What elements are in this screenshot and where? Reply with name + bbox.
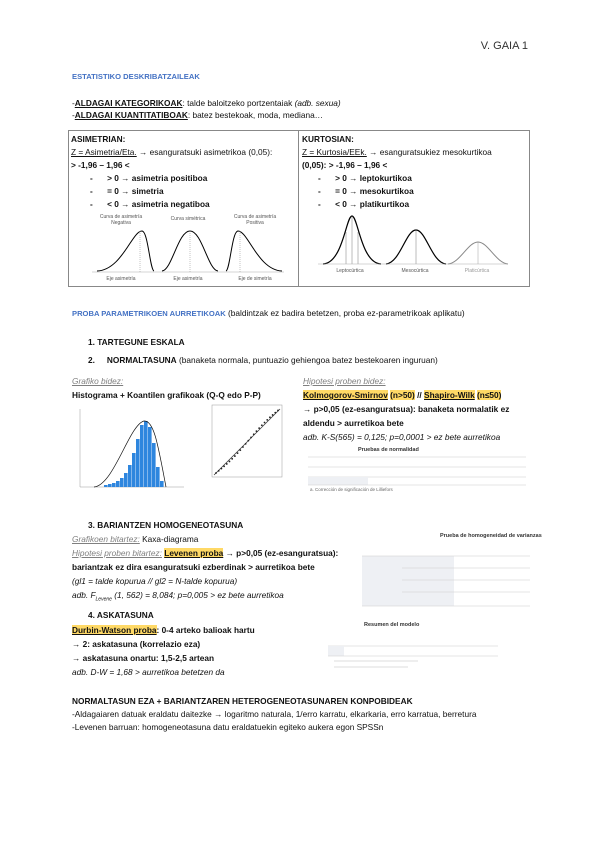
histogram-bar xyxy=(124,473,128,487)
kurtosis-label-lepto: Leptocúrtica xyxy=(336,268,364,274)
sw-n: (n≤50) xyxy=(477,390,502,400)
qq-plot-figure xyxy=(204,403,284,483)
asymmetry-range: > -1,96 – 1,96 < xyxy=(71,160,130,170)
asymmetry-formula xyxy=(71,147,272,158)
ks-n: (n>50) xyxy=(390,390,415,400)
qq-point xyxy=(242,446,244,448)
histogram-bar xyxy=(156,467,160,487)
item-4-example: adb. D-W = 1,68 > aurretikoa betetzen da xyxy=(72,667,225,677)
asymmetry-formula-rest: → esanguratsuki asimetrikoa (0,05): xyxy=(136,147,273,157)
qq-point xyxy=(239,449,241,451)
item-4-title: 4. ASKATASUNA xyxy=(88,610,154,620)
qq-point xyxy=(261,424,263,426)
kurtosis-label-platy: Platicúrtica xyxy=(464,268,490,274)
kurtosis-item-1: - > 0 → leptokurtikoa xyxy=(318,173,412,183)
histogram-figure xyxy=(74,405,186,495)
histogram-bar xyxy=(160,481,164,487)
qq-point xyxy=(215,472,217,474)
asymmetry-formula-term: Z = Asimetria/Eta. xyxy=(71,147,137,157)
histogram-bar xyxy=(116,481,120,487)
page-number: V. GAIA 1 xyxy=(480,40,528,52)
lt-row-header xyxy=(362,556,402,606)
kurtosis-item-3-text: < 0 → platikurtikoa xyxy=(335,199,410,209)
curve-label-negative: Curva de asimetría Negativa xyxy=(99,214,143,226)
item-3-graphic-line xyxy=(72,534,198,545)
histogram-bar xyxy=(152,443,156,487)
histogram-bar xyxy=(108,484,112,487)
hypothesis-label: Hipotesi proben bidez: xyxy=(303,376,386,386)
histogram-bar xyxy=(132,453,136,487)
qq-point xyxy=(277,410,279,412)
item-3-example-start: adb. F xyxy=(72,590,96,600)
qq-point xyxy=(229,461,231,463)
qq-point xyxy=(266,419,268,421)
qq-point xyxy=(274,412,276,414)
qq-point xyxy=(269,416,271,418)
item-4-line-3: → askatasuna onartu: 1,5-2,5 artean xyxy=(72,653,215,663)
kurtosis-item-1-text: > 0 → leptokurtikoa xyxy=(335,173,412,183)
qq-point xyxy=(218,470,220,472)
qq-point xyxy=(245,443,247,445)
model-summary-table xyxy=(328,632,498,672)
histogram-bar xyxy=(148,427,152,487)
item-2-desc: (banaketa normala, puntuazio gehiengoa batez bestekoaren inguruan) xyxy=(176,355,438,365)
item-2-line xyxy=(88,355,438,366)
section-title-descriptive: ESTATISTIKO DESKRIBATZAILEAK xyxy=(72,72,200,81)
durbin-watson-test: Durbin-Watson proba xyxy=(72,625,157,635)
kurtosis-item-2: - = 0 → mesokurtikoa xyxy=(318,186,414,196)
qq-point xyxy=(231,458,233,460)
item-3-hypothesis-line xyxy=(72,548,338,559)
qq-reference-line xyxy=(214,409,280,475)
item-2-num: 2. xyxy=(88,355,95,365)
qq-point xyxy=(223,465,225,467)
lt-row-subheader xyxy=(402,556,454,606)
kurtosis-curves-figure xyxy=(318,212,508,272)
curve-label-symmetric: Curva simétrica xyxy=(170,216,206,222)
levene-table-title: Prueba de homogeneidad de varianzas xyxy=(440,533,542,539)
kurtosis-title: KURTOSIAN: xyxy=(302,134,354,144)
normality-table-note: a. Corrección de significación de Lilliefors xyxy=(310,487,393,492)
qq-point xyxy=(234,455,236,457)
kurtosis-formula-term: Z = Kurtosia/EEk. xyxy=(302,147,367,157)
qq-point xyxy=(226,463,228,465)
graphic-label: Grafiko bidez: xyxy=(72,376,124,386)
quantitative-term: ALDAGAI KUANTITATIBOAK xyxy=(74,110,188,120)
histogram-bar xyxy=(104,485,108,487)
nt-row-header xyxy=(308,477,368,485)
categorical-example: (adb. sexua) xyxy=(294,98,341,108)
normality-tests-line xyxy=(303,390,501,401)
histogram-bar xyxy=(128,465,132,487)
kurtosis-label-meso: Mesocúrtica xyxy=(401,268,429,274)
section-parametric-header xyxy=(72,308,465,319)
quantitative-text: : batez bestekoak, moda, mediana… xyxy=(187,110,323,120)
axis-label-2: Eje asimetría xyxy=(173,276,203,282)
histogram-bar xyxy=(136,439,140,487)
asymmetry-item-1-text: > 0 → asimetria positiboa xyxy=(107,173,208,183)
item-3-graphic-text: Kaxa-diagrama xyxy=(139,534,199,544)
sw-test: Shapiro-Wilk xyxy=(424,390,475,400)
asymmetry-item-1: - > 0 → asimetria positiboa xyxy=(90,173,208,183)
normality-rule-2: aldendu > aurretikoa bete xyxy=(303,418,404,428)
histogram-bar xyxy=(112,483,116,487)
ks-test: Kolmogorov-Smirnov xyxy=(303,390,388,400)
kurtosis-range: (0,05): > -1,96 – 1,96 < xyxy=(302,160,388,170)
qq-point xyxy=(258,427,260,429)
axis-label-1: Eje asimetría xyxy=(106,276,136,282)
item-3-title: 3. BARIANTZEN HOMOGENEOTASUNA xyxy=(88,520,244,530)
item-3-example-sub: Levene xyxy=(95,596,112,603)
positive-skew-curve xyxy=(226,231,282,271)
kurtosis-formula xyxy=(302,147,492,158)
item-3-hypothesis-rest: → p>0,05 (ez-esanguratsua): xyxy=(223,548,339,558)
item-1-title: 1. TARTEGUNE ESKALA xyxy=(88,337,185,347)
histogram-bar xyxy=(140,425,144,487)
kurtosis-item-2-text: = 0 → mesokurtikoa xyxy=(335,186,414,196)
remedies-title: NORMALTASUN EZA + BARIANTZAREN HETEROGENEOTASUNAREN KONPOBIDEAK xyxy=(72,696,413,706)
normality-rule-1: → p>0,05 (ez-esanguratsua): banaketa normalatik ez xyxy=(303,404,510,414)
ms-row-header xyxy=(328,646,344,656)
qq-point xyxy=(264,422,266,424)
item-3-df-note: (gl1 = talde kopurua // gl2 = N-talde kopurua) xyxy=(72,576,238,586)
qq-point xyxy=(272,414,274,416)
item-3-hypothesis-label: Hipotesi proben bitartez: xyxy=(72,548,162,558)
normality-table-title: Pruebas de normalidad xyxy=(358,447,419,453)
section-subtitle-parametric: (baldintzak ez badira betetzen, proba ez-parametrikoak aplikatu) xyxy=(228,308,465,318)
qq-point xyxy=(250,437,252,439)
categorical-text: : talde baloitzeko portzentaiak xyxy=(182,98,293,108)
asymmetry-item-3-text: < 0 → asimetria negatiboa xyxy=(107,199,210,209)
qq-point xyxy=(237,452,239,454)
qq-point xyxy=(253,433,255,435)
item-3-example xyxy=(72,590,284,606)
categorical-term: ALDAGAI KATEGORIKOAK xyxy=(74,98,183,108)
histogram-bar xyxy=(120,478,124,487)
tests-separator: // xyxy=(414,390,425,400)
curve-label-positive: Curva de asimetría Positiva xyxy=(233,214,277,226)
item-2-title: NORMALTASUNA xyxy=(106,355,177,365)
kurtosis-item-3: - < 0 → platikurtikoa xyxy=(318,199,410,209)
levene-table xyxy=(362,542,530,612)
categorical-line: -ALDAGAI KATEGORIKOAK: talde baloitzeko portzentaiak (adb. sexua) xyxy=(72,98,341,108)
levene-test: Levenen proba xyxy=(164,548,224,558)
item-3-rule: bariantzak ez dira esanguratsuki ezberdinak > aurretikoa bete xyxy=(72,562,315,572)
item-3-graphic-label: Grafikoen bitartez: xyxy=(72,534,140,544)
item-4-dw-rest: : 0-4 arteko balioak hartu xyxy=(156,625,255,635)
negative-skew-curve xyxy=(97,231,154,271)
normality-example: adb. K-S(565) = 0,125; p=0,0001 > ez bete aurretikoa xyxy=(303,432,501,442)
quantitative-line: -ALDAGAI KUANTITATIBOAK: batez bestekoak, moda, mediana… xyxy=(72,110,323,120)
kurtosis-formula-rest: → esanguratsukiez mesokurtikoa xyxy=(366,147,492,157)
histogram-bar xyxy=(144,421,148,487)
item-3-example-rest: (1, 562) = 8,084; p=0,005 > ez bete aurretikoa xyxy=(111,590,284,600)
remedies-line-2: -Levenen barruan: homogeneotasuna datu eraldatuekin egiteko aukera egon SPSSn xyxy=(72,722,384,732)
qq-point xyxy=(247,440,249,442)
section-title-parametric: PROBA PARAMETRIKOEN AURRETIKOAK xyxy=(72,309,226,318)
asymmetry-item-2: - = 0 → simetria xyxy=(90,186,164,196)
item-4-line-2: → 2: askatasuna (korrelazio eza) xyxy=(72,639,201,649)
qq-point xyxy=(220,468,222,470)
graphic-text: Histograma + Koantilen grafikoak (Q-Q edo P-P) xyxy=(72,390,261,400)
box-divider xyxy=(298,130,299,286)
asymmetry-item-2-text: = 0 → simetria xyxy=(107,186,164,196)
asymmetry-item-3: - < 0 → asimetria negatiboa xyxy=(90,199,210,209)
axis-label-3: Eje de simetría xyxy=(238,276,272,282)
remedies-line-1: -Aldagaiaren datuak eraldatu daitezke → logaritmo naturala, 1/erro karratu, elkarkaria, erro karratua, berretura xyxy=(72,709,477,719)
model-summary-title: Resumen del modelo xyxy=(364,622,420,628)
item-4-dw-line xyxy=(72,625,255,636)
asymmetry-title: ASIMETRIAN: xyxy=(71,134,126,144)
qq-point xyxy=(256,430,258,432)
